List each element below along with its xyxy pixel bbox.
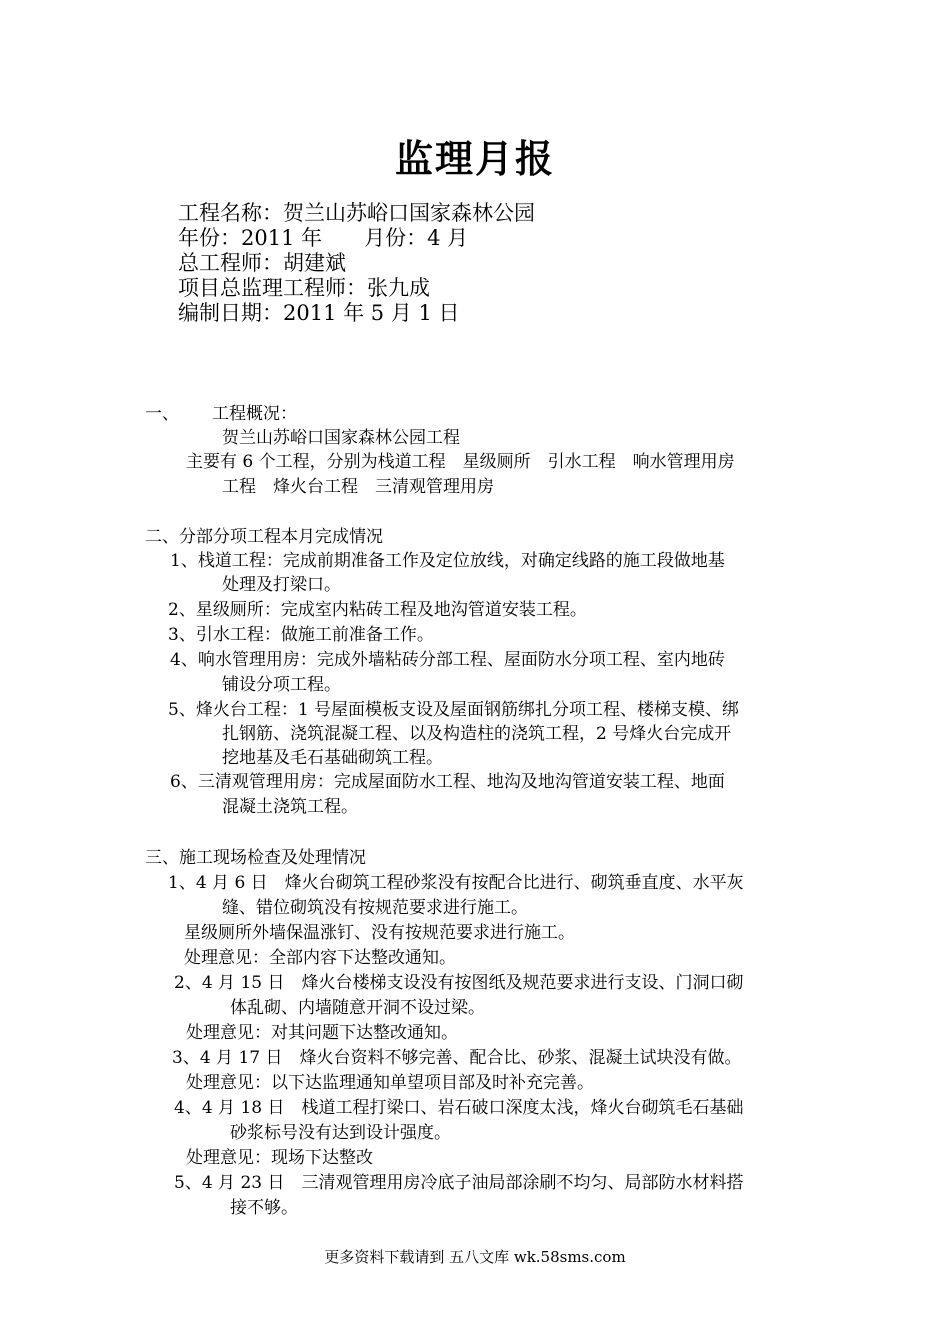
section2-line: 处理及打梁口。 — [222, 575, 341, 595]
section2-heading: 二、分部分项工程本月完成情况 — [145, 527, 383, 547]
footer-link[interactable]: 更多资料下载请到 五八文库 wk.58sms.com — [324, 1248, 626, 1266]
section3-heading: 三、施工现场检查及处理情况 — [145, 848, 366, 868]
section3-line: 接不够。 — [230, 1198, 298, 1218]
section3-line: 体乱砌、内墙随意开洞不设过梁。 — [230, 998, 485, 1018]
section2-line: 4、响水管理用房：完成外墙粘砖分部工程、屋面防水分项工程、室内地砖 — [170, 650, 725, 670]
section1-line: 工程 烽火台工程 三清观管理用房 — [222, 477, 494, 497]
section2-line: 扎钢筋、浇筑混凝工程、以及构造柱的浇筑工程，2 号烽火台完成开 — [222, 724, 732, 744]
section2-line: 1、栈道工程：完成前期准备工作及定位放线，对确定线路的施工段做地基 — [170, 551, 725, 571]
section3-line: 缝、错位砌筑没有按规范要求进行施工。 — [222, 898, 528, 918]
section1-heading-number: 一、 — [145, 404, 179, 424]
year-month: 年份：2011 年 月份：4 月 — [178, 226, 469, 250]
section3-line: 处理意见：全部内容下达整改通知。 — [184, 948, 456, 968]
chief-supervisor: 项目总监理工程师：张九成 — [178, 276, 430, 300]
compile-date: 编制日期：2011 年 5 月 1 日 — [178, 301, 460, 325]
section3-line: 4、4 月 18 日 栈道工程打梁口、岩石破口深度太浅，烽火台砌筑毛石基础 — [174, 1098, 744, 1118]
section2-line: 6、三清观管理用房：完成屋面防水工程、地沟及地沟管道安装工程、地面 — [170, 772, 725, 792]
section3-line: 星级厕所外墙保温涨钉、没有按规范要求进行施工。 — [184, 923, 575, 943]
section3-line: 处理意见：现场下达整改 — [186, 1148, 373, 1168]
section2-line: 挖地基及毛石基础砌筑工程。 — [222, 748, 443, 768]
section3-line: 2、4 月 15 日 烽火台楼梯支设没有按图纸及规范要求进行支设、门洞口砌 — [174, 973, 744, 993]
section1-line: 贺兰山苏峪口国家森林公园工程 — [222, 428, 460, 448]
section3-line: 处理意见：对其问题下达整改通知。 — [186, 1023, 458, 1043]
project-name: 工程名称：贺兰山苏峪口国家森林公园 — [178, 201, 535, 225]
section2-line: 5、烽火台工程：1 号屋面模板支设及屋面钢筋绑扎分项工程、楼梯支模、绑 — [168, 700, 740, 720]
section3-line: 砂浆标号没有达到设计强度。 — [230, 1123, 451, 1143]
page-title: 监理月报 — [394, 137, 555, 181]
section2-line: 铺设分项工程。 — [222, 675, 341, 695]
section3-line: 处理意见：以下达监理通知单望项目部及时补充完善。 — [186, 1073, 594, 1093]
section2-line: 2、星级厕所：完成室内粘砖工程及地沟管道安装工程。 — [168, 600, 587, 620]
section1-heading: 工程概况： — [212, 404, 297, 424]
section2-line: 混凝土浇筑工程。 — [222, 797, 358, 817]
section1-line: 主要有 6 个工程，分别为栈道工程 星级厕所 引水工程 响水管理用房 — [186, 452, 735, 472]
section3-line: 5、4 月 23 日 三清观管理用房冷底子油局部涂刷不均匀、局部防水材料搭 — [174, 1173, 744, 1193]
section3-line: 3、4 月 17 日 烽火台资料不够完善、配合比、砂浆、混凝土试块没有做。 — [172, 1048, 742, 1068]
section2-line: 3、引水工程：做施工前准备工作。 — [168, 625, 434, 645]
section3-line: 1、4 月 6 日 烽火台砌筑工程砂浆没有按配合比进行、砌筑垂直度、水平灰 — [168, 873, 744, 893]
chief-engineer: 总工程师：胡建斌 — [178, 251, 346, 275]
